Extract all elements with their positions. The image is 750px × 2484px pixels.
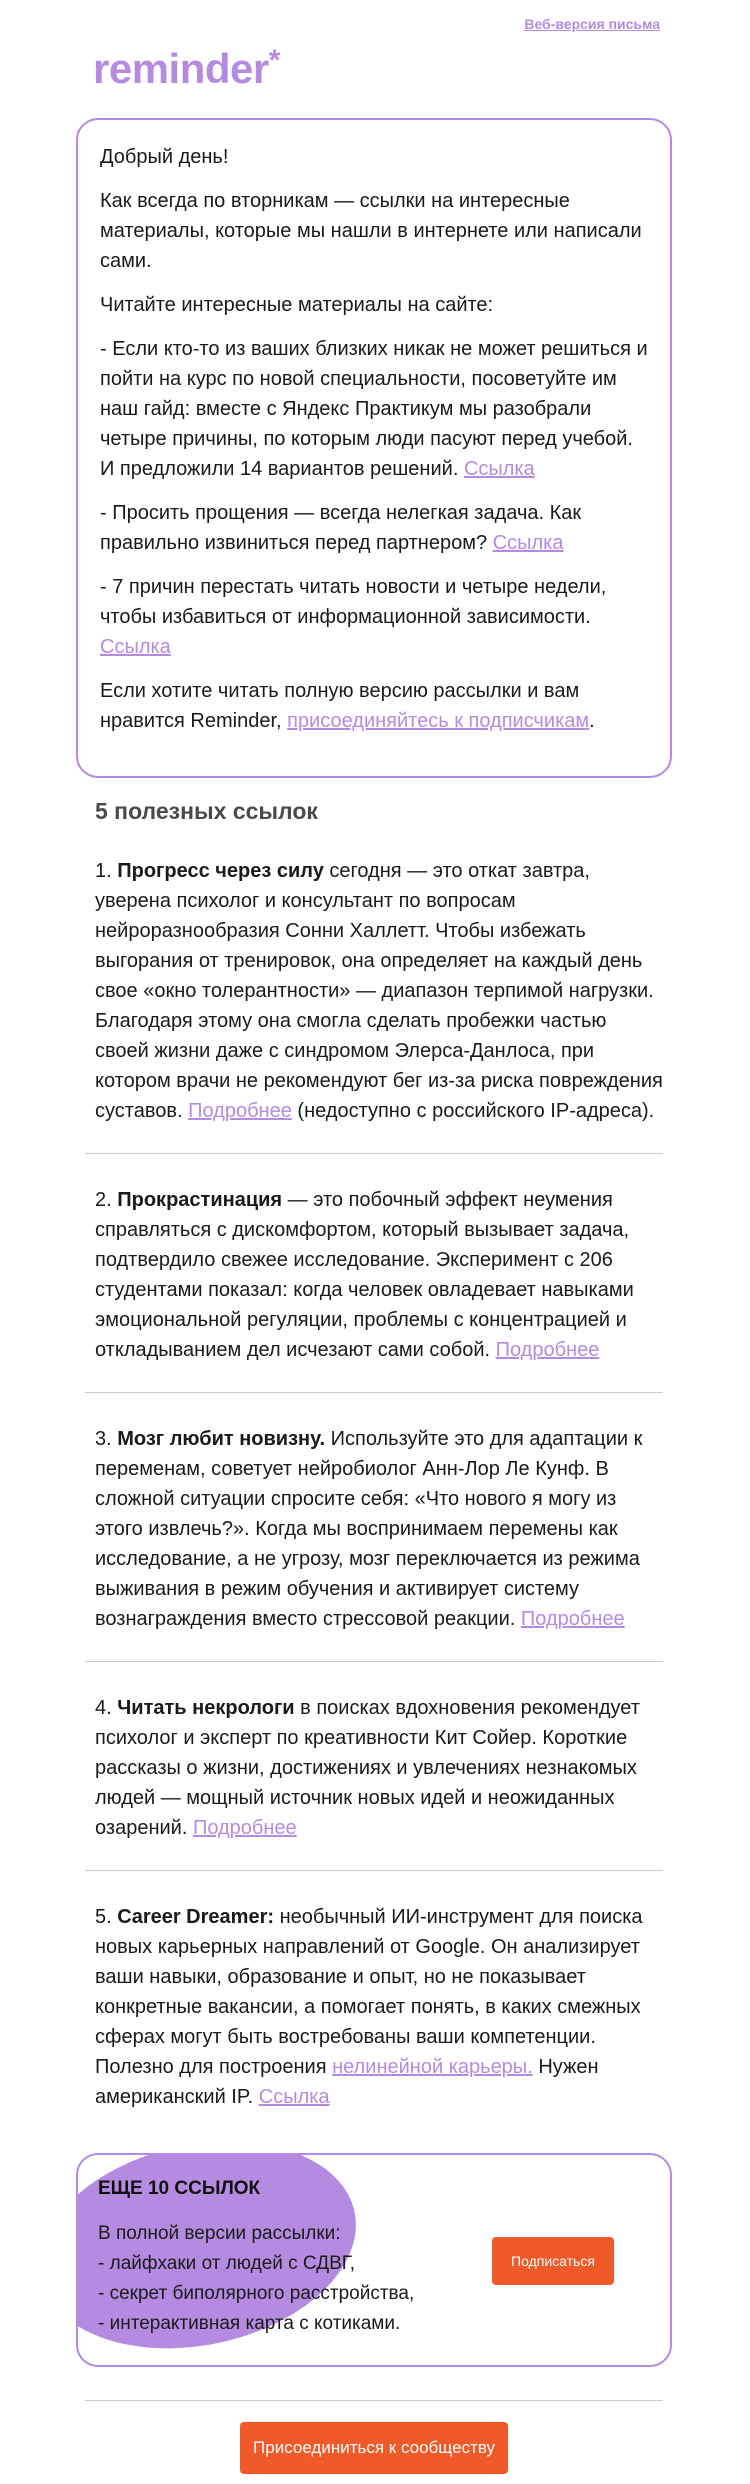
item-text: сегодня — это откат завтра, уверена психолог и консультант по вопросам нейроразнообразия Сонни Халлетт. Чтобы избежать выгорания от тренировок, она определяет на каждый день свое «окно толерантности» — диапазон терпимой нагрузки. Благодаря этому она смогла сделать пробежки частью своей жизни даже с синдромом Элерса-Данлоса, при котором врачи не рекомендуют бег из-за риска повреждения суставов. [95,860,663,1122]
nonlinear-career-link[interactable]: нелинейной карьеры. [332,2056,533,2078]
subscribe-link[interactable]: присоединяйтесь к подписчикам [287,710,590,732]
links-section-title: 5 полезных ссылок [95,798,318,824]
more-line: - секрет биполярного расстройства, [98,2283,415,2304]
item-title: Читать некрологи [117,1697,295,1719]
links-list [95,856,665,2112]
item-note: Нужен американский IP. [95,2056,599,2108]
item-note: (недоступно с российского IP-адреса). [297,1100,655,1122]
subscribe-button[interactable]: Подписаться [492,2237,614,2285]
bullet-3-link[interactable]: Ссылка [100,636,171,658]
item-1-more-link[interactable]: Подробнее [188,1100,292,1122]
intro-paragraph: Как всегда по вторникам — ссылки на интересные материалы, которые мы нашли в интернете или написали сами. [100,190,642,272]
more-line: В полной версии рассылки: [98,2223,341,2244]
site-paragraph: Читайте интересные материалы на сайте: [100,294,494,316]
intro-card [76,118,672,778]
link-item-2 [95,1154,665,1392]
item-2-more-link[interactable]: Подробнее [495,1339,600,1361]
item-number: 3. [95,1428,112,1450]
item-4-more-link[interactable]: Подробнее [192,1817,297,1839]
outro-text: Если хотите читать полную версию рассылки и вам нравится Reminder, [100,680,580,732]
item-number: 5. [95,1906,112,1928]
bullet-3 [100,572,648,662]
item-title: Прогресс через силу [117,860,324,882]
item-number: 4. [95,1697,112,1719]
logo-text: reminder [93,45,269,92]
item-title: Мозг любит новизну. [117,1428,326,1450]
footer-divider [85,2400,663,2401]
more-links-title: ЕЩЕ 10 ССЫЛОК [98,2178,261,2199]
greeting: Добрый день! [100,146,229,168]
logo-star: * [268,44,280,77]
item-5-link[interactable]: Ссылка [258,2086,330,2108]
more-line: - интерактивная карта с котиками. [98,2313,401,2334]
bullet-2 [100,498,648,558]
bullet-2-link[interactable]: Ссылка [492,532,564,554]
join-community-button[interactable]: Присоединиться к сообществу [240,2422,508,2474]
bullet-1 [100,334,648,484]
item-text: Используйте это для адаптации к переменам, советует нейробиолог Анн-Лор Ле Кунф. В сложной ситуации спросите себя: «Что нового я могу из этого извлечь?». Когда мы воспринимаем перемены как исследование, а не угрозу, мозг переключается из режима выживания в режим обучения и активирует систему вознаграждения вместо стрессовой реакции. [95,1428,643,1630]
web-version-link[interactable]: Веб-версия письма [524,16,660,32]
item-title: Career Dreamer: [117,1906,275,1928]
link-item-4 [95,1662,665,1870]
bullet-3-text: - 7 причин перестать читать новости и четыре недели, чтобы избавиться от информационной зависимости. [100,576,607,628]
reminder-logo [93,44,280,92]
item-number: 1. [95,860,112,882]
item-number: 2. [95,1189,112,1211]
bullet-1-link[interactable]: Ссылка [463,458,535,480]
link-item-5 [95,1871,665,2112]
more-line: - лайфхаки от людей с СДВГ, [98,2253,356,2274]
item-text: — это побочный эффект неумения справляться с дискомфортом, который вызывает задача, подтвердило свежее исследование. Эксперимент с 206 студентами показал: когда человек овладевает навыками эмоциональной регуляции, проблемы с концентрацией и откладыванием дел исчезают сами собой. [95,1189,634,1361]
outro-end: . [589,710,595,732]
more-links-card [76,2153,672,2367]
link-item-3 [95,1393,665,1661]
item-text: необычный ИИ-инструмент для поиска новых карьерных направлений от Google. Он анализирует ваши навыки, образование и опыт, но не показывает конкретные вакансии, а помогает понять, в каких смежных сферах могут быть востребованы ваши компетенции. Полезно для построения [95,1906,643,2078]
item-text: в поисках вдохновения рекомендует психолог и эксперт по креативности Кит Сойер. Короткие рассказы о жизни, достижениях и увлечениях незнакомых людей — мощный источник новых идей и неожиданных озарений. [95,1697,640,1839]
bullet-2-text: - Просить прощения — всегда нелегкая задача. Как правильно извиниться перед партнером? [100,502,582,554]
item-3-more-link[interactable]: Подробнее [520,1608,625,1630]
item-title: Прокрастинация [117,1189,283,1211]
bullet-1-text: - Если кто-то из ваших близких никак не может решиться и пойти на курс по новой специальности, посоветуйте им наш гайд: вместе с Яндекс Практикум мы разобрали четыре причины, по которым люди пасуют перед учебой. И предложили 14 вариантов решений. [100,338,648,480]
outro [100,676,648,736]
link-item-1 [95,856,665,1153]
